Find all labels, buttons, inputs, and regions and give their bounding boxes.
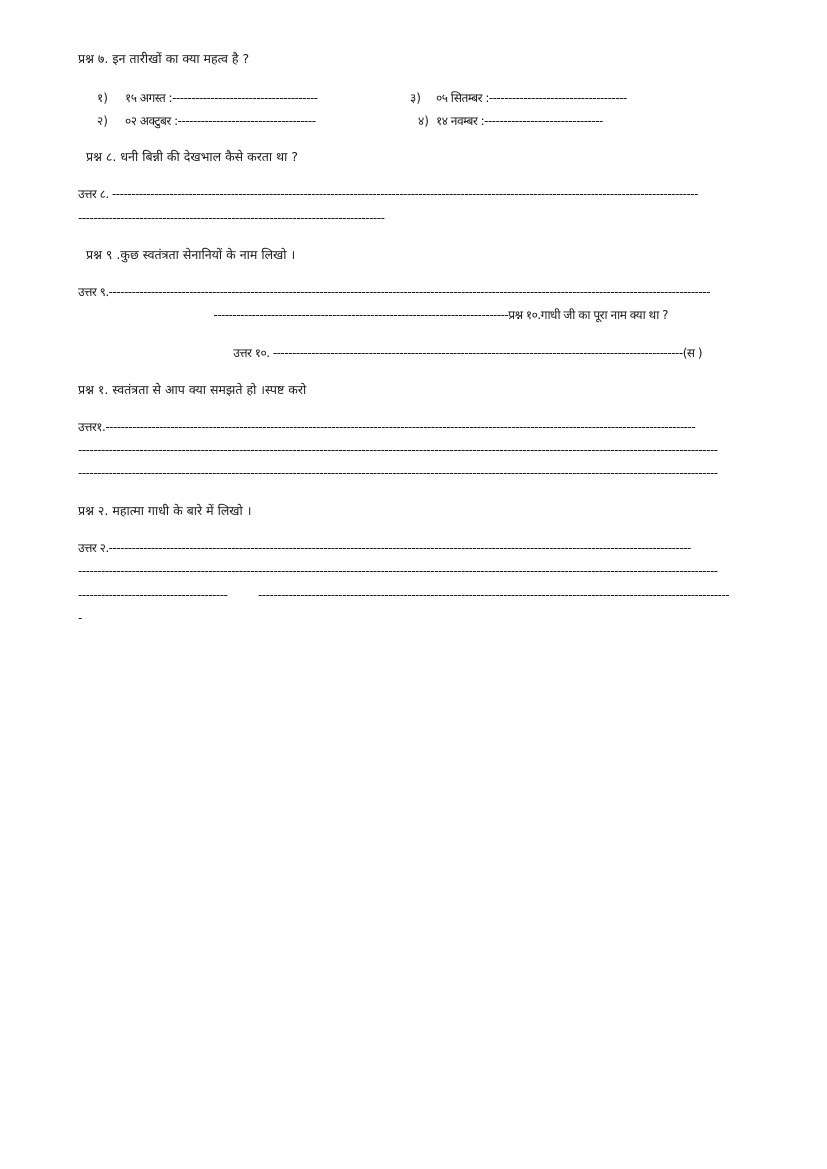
question-1: प्रश्न १. स्वतंत्रता से आप क्या समझते हो ।स्पष्ट करो: [78, 382, 307, 397]
answer-2-line-3a: ---------------------------------------: [78, 588, 228, 602]
answer-10-text: उत्तर १०. -----------------------------------------------------------------------------------------------------------(स ): [233, 346, 702, 360]
q7-item-3: ०५ सितम्बर :------------------------------------: [436, 91, 627, 105]
answer-2-line-3b: ---------------------------------------------------------------------------------------------------------------------------: [258, 588, 730, 602]
answer-9-line-2-with-question-10: [78, 307, 668, 323]
q7-item-2-number: २): [97, 114, 108, 128]
question-7: प्रश्न ७. इन तारीखों का क्या महत्व है ?: [78, 51, 250, 66]
q7-item-2: ०२ अक्टुबर :------------------------------------: [125, 114, 316, 128]
answer-2-line-4: -: [78, 611, 83, 625]
q7-item-1: १५ अगस्त :--------------------------------------: [125, 91, 318, 105]
question-2: प्रश्न २. महात्मा गाधी के बारे में लिखो ।: [78, 503, 252, 518]
answer-1-line-3: -----------------------------------------------------------------------------------------------------------------------------------------------------------------------: [78, 466, 718, 480]
answer-8-line-1: उत्तर ८. ---------------------------------------------------------------------------------------------------------------------------------------------------------: [78, 187, 698, 201]
answer-1-line-1: उत्तर१.----------------------------------------------------------------------------------------------------------------------------------------------------------: [78, 420, 696, 434]
question-8: प्रश्न ८. धनी बिन्नी की देखभाल कैसे करता था ?: [86, 149, 298, 164]
answer-9-line-2-text: -----------------------------------------------------------------------------प्रश्न १०.गाधी जी का पूरा नाम क्या था ?: [213, 308, 668, 322]
question-9: प्रश्न ९ .कुछ स्वतंत्रता सेनानियों के नाम लिखो ।: [86, 247, 296, 262]
answer-10: [146, 345, 702, 361]
answer-8-line-2: --------------------------------------------------------------------------------: [78, 211, 385, 225]
answer-2-line-1: उत्तर २.--------------------------------------------------------------------------------------------------------------------------------------------------------: [78, 541, 691, 555]
answer-1-line-2: -----------------------------------------------------------------------------------------------------------------------------------------------------------------------: [78, 443, 718, 457]
answer-9-line-1: उत्तर ९.-------------------------------------------------------------------------------------------------------------------------------------------------------------: [78, 285, 710, 299]
q7-item-1-number: १): [97, 91, 108, 105]
q7-item-4-number: ४): [418, 114, 429, 128]
q7-item-3-number: ३): [410, 91, 421, 105]
answer-2-line-2: -----------------------------------------------------------------------------------------------------------------------------------------------------------------------: [78, 564, 718, 578]
q7-item-4: १४ नवम्बर :-------------------------------: [436, 114, 603, 128]
